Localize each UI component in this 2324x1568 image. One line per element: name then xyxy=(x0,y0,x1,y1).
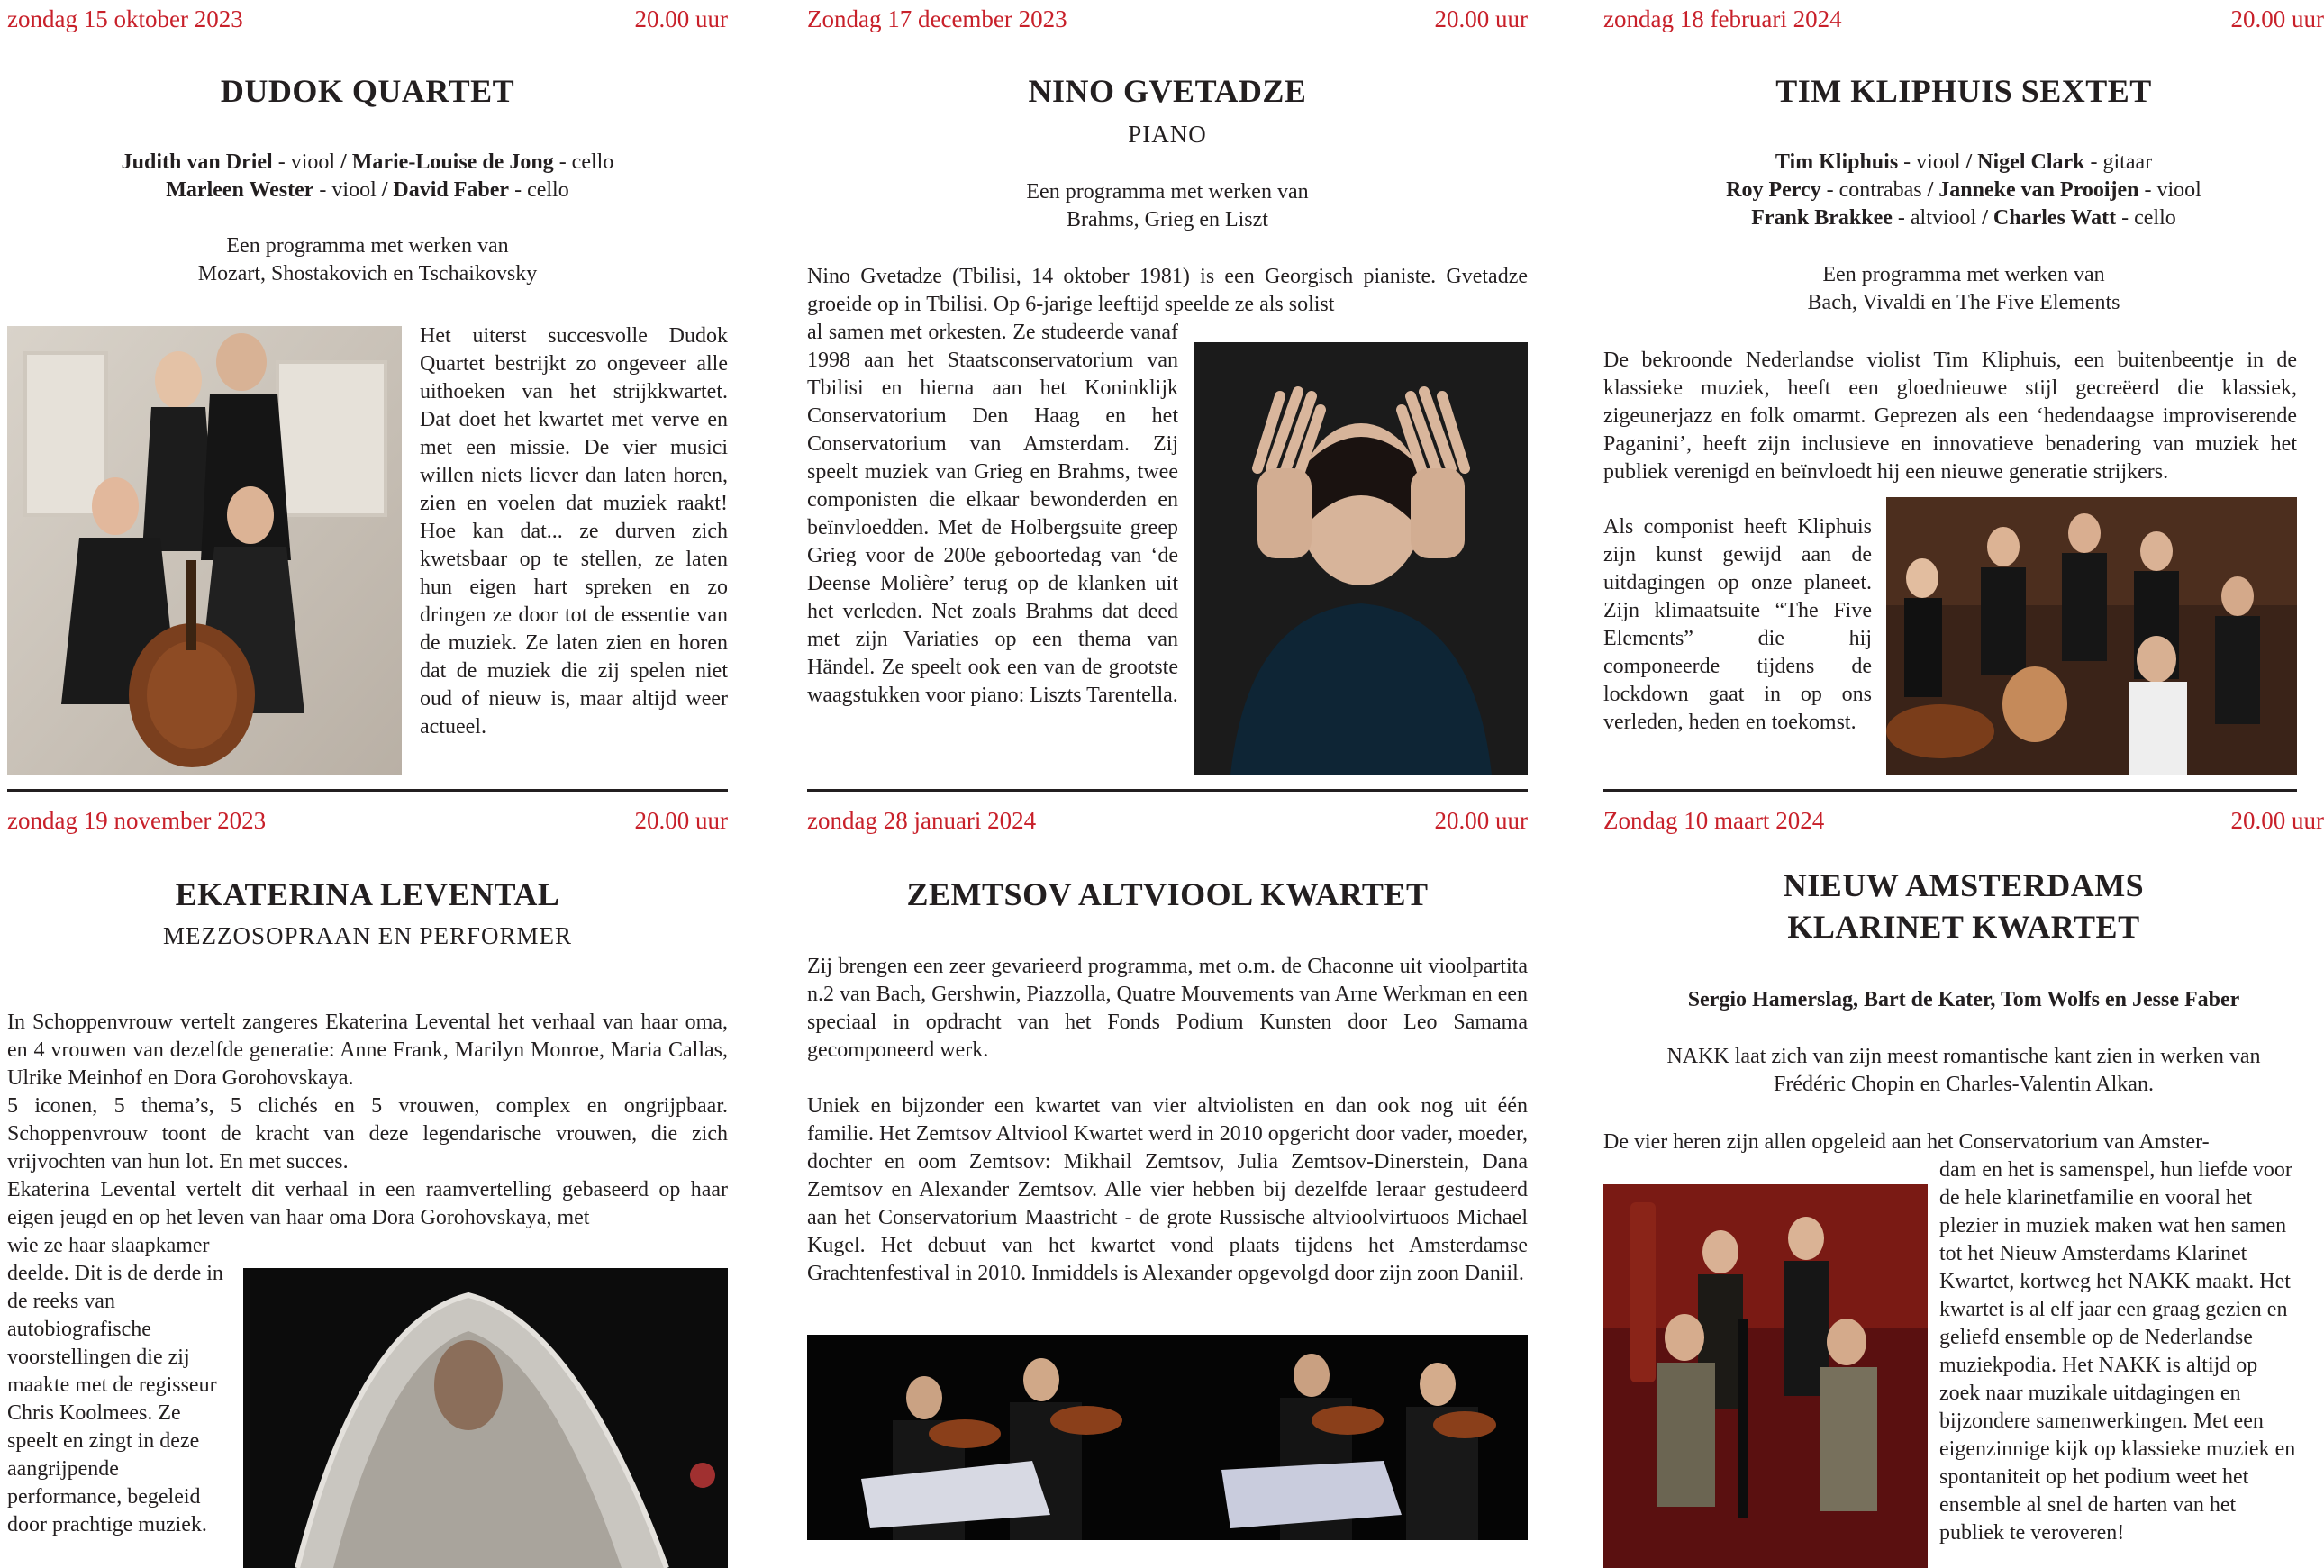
instrument: - viool xyxy=(313,178,382,202)
programme-composers: Bach, Vivaldi en The Five Elements xyxy=(1807,291,2120,314)
nakk-quartet-photo xyxy=(1603,1184,1928,1568)
concert-panel-dudok xyxy=(7,0,728,775)
nino-gvetadze-photo xyxy=(1194,342,1528,775)
separator: / xyxy=(1982,206,1993,230)
programme xyxy=(1603,1043,2324,1099)
concert-description: al samen met orkesten. Ze studeerde vanaf 1998 aan het Staatsconservatorium van Tbilisi en hierna aan het Koninklijk Conservatorium Den Haag en het Conservatorium van Amsterdam. Zij speelt muziek van Grieg en Brahms, twee componisten die elkaar bewonderden en beïnvloedden. Met de Holbergsuite greep Grieg voor de 200e geboortedag van ‘de Deense Molière’ terug op de klanken uit het verleden. Net zoals Brahms dat deed met zijn Variaties op een thema van Händel. Ze speelt ook een van de grootste waagstukken voor piano: Liszts Tarentella. xyxy=(807,321,1178,707)
programme xyxy=(807,178,1528,234)
instrument: - viool xyxy=(272,150,341,174)
instrument: - cello xyxy=(2116,206,2176,230)
performer-name: Frank Brakkee xyxy=(1751,206,1893,230)
programme-composers: Brahms, Grieg en Liszt xyxy=(1067,208,1268,231)
concert-panel-zemtsov xyxy=(807,802,1528,1568)
dateline xyxy=(1603,802,2324,838)
concert-panel-gvetadze xyxy=(807,0,1528,775)
concert-time: 20.00 uur xyxy=(634,807,728,834)
concert-date: Zondag 17 december 2023 xyxy=(807,5,1067,32)
concert-description-programme: Zij brengen een zeer gevarieerd programma, met o.m. de Chaconne uit vioolpartita n.2 van Bach, Gershwin, Piazzolla, Quatre Mouvements van Arne Werkman en een speciaal in opdracht van het Fonds Podium Kunsten door Leo Samama gecomponeerd werk. xyxy=(807,955,1528,1062)
concert-description-intro: De vier heren zijn allen opgeleid aan het Conservatorium van Amster- xyxy=(1603,1130,2210,1154)
concert-title: TIM KLIPHUIS SEXTET xyxy=(1775,73,2152,109)
concert-title: EKATERINA LEVENTAL xyxy=(175,876,560,912)
concert-title: DUDOK QUARTET xyxy=(220,73,515,109)
concert-time: 20.00 uur xyxy=(1434,807,1528,834)
performer-name: Janneke van Prooijen xyxy=(1938,178,2139,202)
instrument: - gitaar xyxy=(2084,150,2153,174)
performer-name: Marleen Wester xyxy=(166,178,314,202)
concert-title: ZEMTSOV ALTVIOOL KWARTET xyxy=(906,876,1429,912)
performers xyxy=(1603,149,2324,232)
concert-description-themes: 5 iconen, 5 thema’s, 5 clichés en 5 vrouwen, complex en ongrijpbaar. Schoppenvrouw toont de kracht van deze legendarische vrouwen, die zich vrijvochten van hun lot. En met succes. xyxy=(7,1094,728,1174)
concert-description: Uniek en bijzonder een kwartet van vier altviolisten en dan ook nog uit één familie. Het Zemtsov Altviool Kwartet werd in 2010 opgericht door vader, moeder, dochter en oom Zemtsov: Mikhail Zemtsov, Julia Zemtsov-Dinerstein, Dana Zemtsov en Alexander Zemtsov. Alle vier hebben bij dezelfde leraar gestudeerd aan het Conservatorium Maastricht - de grote Russische altvioolvirtuoos Michael Kugel. Het debuut van het kwartet vond plaats tijdens het Amsterdamse Grachtenfestival in 2010. Inmiddels is Alexander opgevolgd door zijn zoon Daniil. xyxy=(807,1094,1528,1285)
concert-date: Zondag 10 maart 2024 xyxy=(1603,807,1825,834)
instrument: - viool xyxy=(1898,150,1966,174)
concert-time: 20.00 uur xyxy=(2230,5,2324,32)
instrument: - cello xyxy=(509,178,569,202)
programme-intro: Een programma met werken van xyxy=(1026,180,1309,204)
instrument: - viool xyxy=(2138,178,2201,202)
performers: Sergio Hamerslag, Bart de Kater, Tom Wolfs en Jesse Faber xyxy=(1687,988,2240,1011)
dateline xyxy=(807,802,1528,838)
performer-name: Tim Kliphuis xyxy=(1775,150,1899,174)
dudok-quartet-photo xyxy=(7,326,402,775)
concert-description-intro: In Schoppenvrouw vertelt zangeres Ekaterina Levental het verhaal van haar oma, en 4 vrouwen van dezelfde generatie: Anne Frank, Marilyn Monroe, Maria Callas, Ulrike Meinhof en Dora Gorohovskaya. xyxy=(7,1011,728,1090)
concert-time: 20.00 uur xyxy=(634,5,728,32)
divider xyxy=(1603,789,2297,792)
programme-intro: NAKK laat zich van zijn meest romantische kant zien in werken van xyxy=(1666,1045,2261,1068)
separator: / xyxy=(381,178,394,202)
concert-description: Het uiterst succesvolle Dudok Quartet bestrijkt zo ongeveer alle uithoeken van het strijkkwartet. Dat doet het kwartet met verve en met een missie. De vier musici willen niets liever dan laten horen, zien en voelen dat muziek raakt! Hoe kan dat... ze durven zich kwetsbaar op te stellen, ze laten hun eigen hart spreken en zo dringen ze door tot de essentie van de muziek. Ze laten zien en horen dat de muziek die zij spelen niet oud of nieuw is, maar altijd weer actueel. xyxy=(420,324,728,739)
concert-description-story: Ekaterina Levental vertelt dit verhaal in een raamvertelling gebaseerd op haar eigen jeugd en op het leven van haar oma Dora Gorohovskaya, met xyxy=(7,1178,728,1229)
concert-time: 20.00 uur xyxy=(1434,5,1528,32)
concert-title-line: KLARINET KWARTET xyxy=(1787,909,2140,945)
separator: / xyxy=(1927,178,1939,202)
ekaterina-levental-photo xyxy=(243,1268,728,1568)
performer-name: David Faber xyxy=(393,178,510,202)
dateline xyxy=(807,0,1528,36)
divider xyxy=(807,789,1528,792)
dateline xyxy=(7,0,728,36)
dateline xyxy=(1603,0,2324,36)
concert-description: dam en het is samenspel, hun liefde voor de hele klarinetfamilie en vooral het plezier in muziek maken wat hen samen tot het Nieuw Amsterdams Klarinet Kwartet, kortweg het NAKK maakt. Het kwartet is al elf jaar een graag gezien en geliefd ensemble op de Nederlandse muziekpodia. Het NAKK is altijd op zoek naar muzikale uitdagingen en bijzondere samenwerkingen. Met een eigenzinnige kijk op klassieke muziek en spontaniteit op het podium weet het ensemble al snel de harten van het publiek te veroveren! xyxy=(1939,1158,2296,1545)
tim-kliphuis-sextet-photo xyxy=(1886,497,2297,775)
programme-composers: Frédéric Chopin en Charles-Valentin Alkan. xyxy=(1774,1073,2154,1096)
concert-title-line: NIEUW AMSTERDAMS xyxy=(1783,867,2145,903)
zemtsov-quartet-photo xyxy=(807,1335,1528,1540)
performers xyxy=(7,149,728,204)
concert-time: 20.00 uur xyxy=(2230,807,2324,834)
programme xyxy=(7,232,728,288)
performer-name: Nigel Clark xyxy=(1977,150,2085,174)
performer-name: Marie-Louise de Jong xyxy=(351,150,554,174)
concert-description-intro: De bekroonde Nederlandse violist Tim Kliphuis, een buitenbeentje in de klassieke muziek, heeft een gloednieuwe stijl gecreëerd die klassiek, zigeunerjazz en folk omarmt. Geprezen als een ‘hedendaagse improviserende Paganini’, heeft zijn inclusieve en innovatieve benadering van muziek het publiek verenigd en beïnvloedt hij een nieuwe generatie strijkers. xyxy=(1603,349,2297,484)
divider xyxy=(7,789,728,792)
concert-panel-levental xyxy=(7,802,728,1568)
dateline xyxy=(7,802,728,838)
programme xyxy=(1603,261,2324,317)
instrument: - altviool xyxy=(1892,206,1983,230)
performer-name: Charles Watt xyxy=(1993,206,2117,230)
instrument: - cello xyxy=(553,150,614,174)
programme-composers: Mozart, Shostakovich en Tschaikovsky xyxy=(197,262,538,286)
concert-subtitle: MEZZOSOPRAAN EN PERFORMER xyxy=(162,922,573,949)
concert-title xyxy=(1603,865,2324,947)
concert-subtitle: PIANO xyxy=(1128,121,1207,148)
concert-date: zondag 18 februari 2024 xyxy=(1603,5,1842,32)
concert-title: NINO GVETADZE xyxy=(1028,73,1307,109)
performer-name: Judith van Driel xyxy=(121,150,273,174)
concert-description-intro: Nino Gvetadze (Tbilisi, 14 oktober 1981) is een Georgisch pianiste. Gvetadze groeide op in Tbilisi. Op 6-jarige leeftijd speelde ze als solist xyxy=(807,265,1528,316)
concert-date: zondag 15 oktober 2023 xyxy=(7,5,243,32)
programme-intro: Een programma met werken van xyxy=(1822,263,2105,286)
performer-name: Roy Percy xyxy=(1726,178,1821,202)
separator: / xyxy=(1965,150,1978,174)
programme-intro: Een programma met werken van xyxy=(226,234,509,258)
instrument: - contrabas xyxy=(1820,178,1928,202)
separator: / xyxy=(340,150,352,174)
concert-date: zondag 19 november 2023 xyxy=(7,807,267,834)
concert-panel-nakk xyxy=(1603,802,2324,1568)
concert-date: zondag 28 januari 2024 xyxy=(807,807,1037,834)
concert-panel-kliphuis xyxy=(1603,0,2324,775)
concert-description: Als componist heeft Kliphuis zijn kunst gewijd aan de uitdagingen op onze planeet. Zijn klimaatsuite “The Five Elements” die hij componeerde tijdens de lockdown gaat in op ons verleden, heden en toekomst. xyxy=(1603,515,1872,734)
concert-description: wie ze haar slaapkamer deelde. Dit is de derde in de reeks van autobiografische voorstellingen die zij maakte met de regisseur Chris Koolmees. Ze speelt en zingt in deze aangrijpende performance, begeleid door prachtige muziek. xyxy=(7,1234,223,1536)
